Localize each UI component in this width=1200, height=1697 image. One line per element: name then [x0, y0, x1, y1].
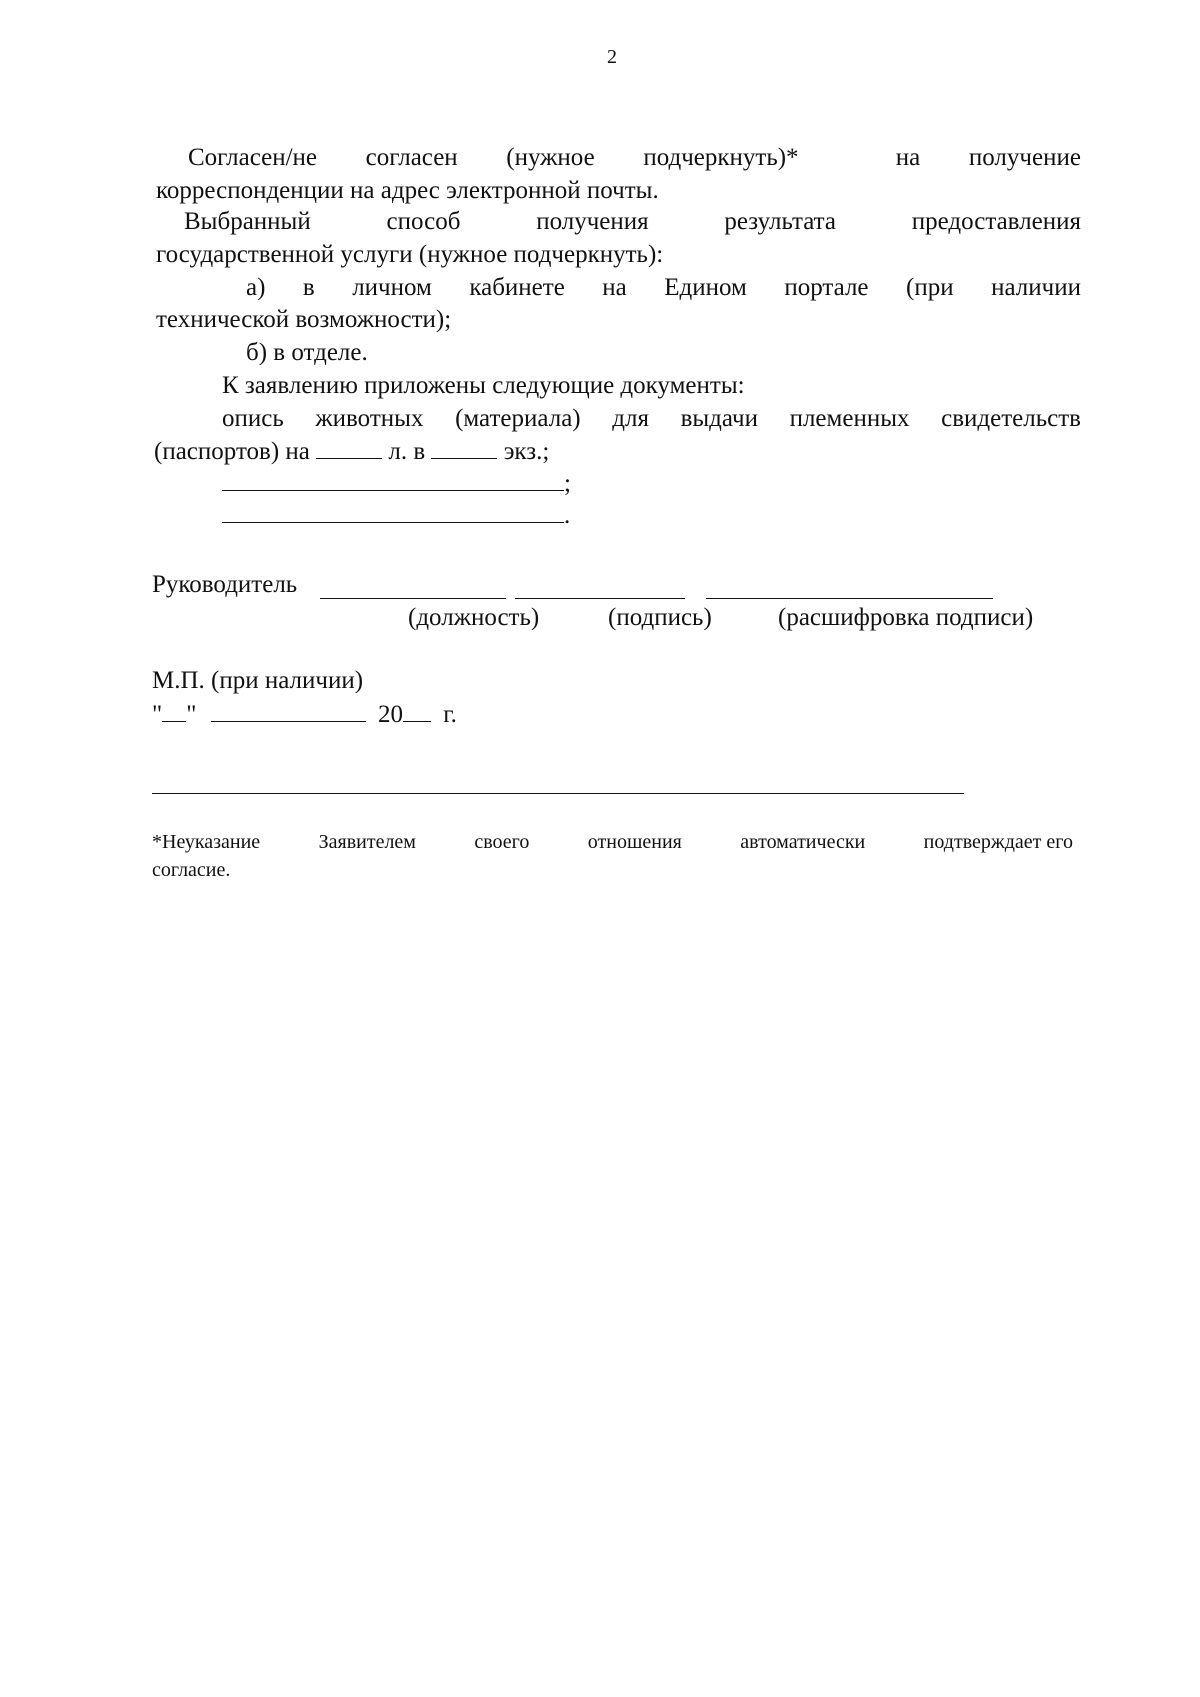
- date-quote-open: ": [152, 701, 163, 728]
- footnote-word: Заявителем: [318, 831, 416, 853]
- extra-document-1-field[interactable]: [222, 470, 564, 491]
- consent-word: на: [895, 144, 921, 171]
- consent-line-2: корреспонденции на адрес электронной почты.: [156, 177, 659, 204]
- method-word: результата: [724, 208, 836, 235]
- inventory-word: (материала): [455, 405, 581, 432]
- date-line: [152, 700, 457, 730]
- option-a-word: Едином: [664, 274, 747, 301]
- option-a-word: наличии: [991, 274, 1081, 301]
- footnote-word: подтверждает его: [923, 831, 1073, 853]
- option-a-word: личном: [352, 274, 432, 301]
- inventory-line-1: [222, 404, 1081, 434]
- footnote-separator: [152, 793, 964, 794]
- month-field[interactable]: [211, 701, 366, 722]
- method-word: Выбранный: [184, 208, 311, 235]
- option-a-word: на: [602, 274, 627, 301]
- inventory-line-2: [154, 437, 549, 467]
- inventory-prefix: (паспортов) на: [154, 438, 310, 465]
- consent-word: Согласен/не: [188, 144, 318, 171]
- extra-document-2-end: .: [564, 502, 571, 529]
- inventory-word: племенных: [789, 405, 910, 432]
- method-line-2: государственной услуги (нужное подчеркнуть):: [156, 241, 664, 268]
- option-a-word: кабинете: [469, 274, 565, 301]
- extra-document-1-end: ;: [564, 470, 571, 497]
- consent-word: получение: [968, 144, 1081, 171]
- attachments-heading: К заявлению приложены следующие документы:: [222, 372, 745, 399]
- signature-label: Руководитель: [152, 571, 298, 598]
- inventory-sheets-label: л. в: [388, 438, 426, 465]
- footnote-word: *Неуказание: [152, 831, 261, 853]
- page-number: 2: [607, 46, 617, 68]
- signature-field[interactable]: [515, 598, 685, 599]
- inventory-word: свидетельств: [941, 405, 1081, 432]
- consent-word: подчеркнуть)*: [643, 144, 799, 171]
- inventory-word: животных: [315, 405, 424, 432]
- footnote-word: своего: [474, 831, 530, 853]
- footnote-line-2: согласие.: [152, 859, 231, 881]
- stamp-label: М.П. (при наличии): [152, 667, 364, 694]
- sheets-count-field[interactable]: [316, 438, 382, 459]
- year-prefix: 20: [377, 701, 403, 728]
- footnote-word: отношения: [587, 831, 682, 853]
- extra-document-2: [222, 501, 570, 531]
- day-field[interactable]: [162, 701, 186, 722]
- method-word: способ: [386, 208, 461, 235]
- inventory-word: опись: [222, 405, 284, 432]
- footnote-line-1: [152, 829, 1073, 855]
- consent-line-1: [188, 143, 1081, 173]
- copies-count-field[interactable]: [431, 438, 497, 459]
- inventory-word: для: [612, 405, 649, 432]
- signature-decoding-field[interactable]: [706, 598, 993, 599]
- caption-decoding: (расшифровка подписи): [778, 604, 1034, 631]
- year-field[interactable]: [403, 701, 431, 722]
- position-field[interactable]: [320, 598, 506, 599]
- extra-document-2-field[interactable]: [222, 502, 564, 523]
- footnote-word: автоматически: [740, 831, 866, 853]
- consent-word: (нужное: [506, 144, 595, 171]
- option-a-word: а): [246, 274, 266, 301]
- extra-document-1: [222, 469, 571, 499]
- option-a-line-1: [246, 273, 1081, 303]
- inventory-word: выдачи: [680, 405, 758, 432]
- option-a-word: (при: [906, 274, 954, 301]
- date-quote-close: ": [186, 701, 197, 728]
- method-line-1: [184, 207, 1081, 237]
- option-a-word: в: [302, 274, 315, 301]
- option-a-line-2: технической возможности);: [156, 306, 452, 333]
- year-suffix: г.: [443, 701, 457, 728]
- method-word: предоставления: [911, 208, 1081, 235]
- inventory-copies-label: экз.;: [503, 438, 550, 465]
- consent-word: согласен: [365, 144, 458, 171]
- option-a-word: портале: [784, 274, 869, 301]
- option-b: б) в отделе.: [246, 339, 368, 366]
- caption-signature: (подпись): [608, 604, 712, 631]
- caption-position: (должность): [408, 604, 540, 631]
- method-word: получения: [536, 208, 649, 235]
